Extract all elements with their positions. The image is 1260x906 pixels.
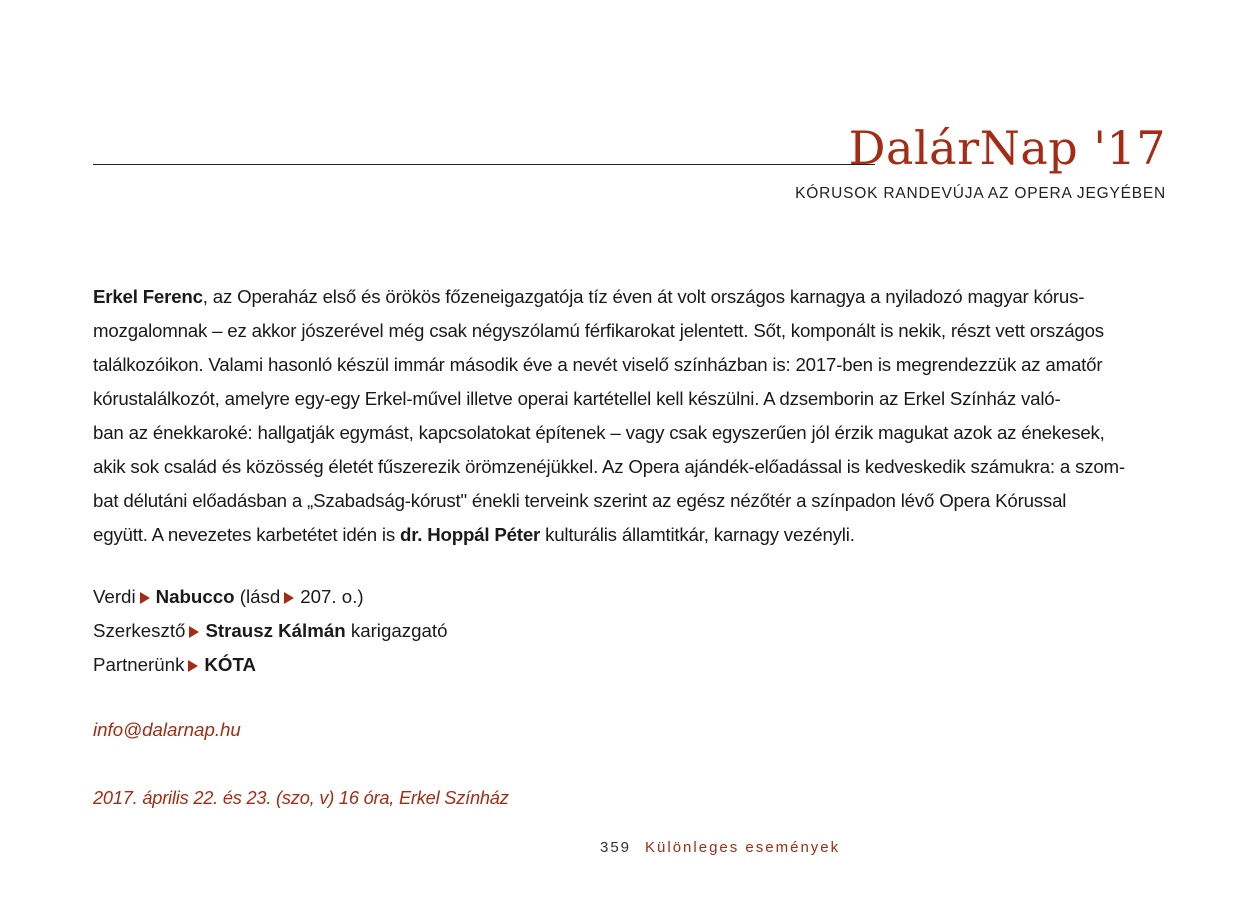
body-emphasis: dr. Hoppál Péter bbox=[399, 524, 541, 545]
email-link[interactable]: info@dalarnap.hu bbox=[93, 719, 241, 740]
body-text-run: akik sok család és közösség életét fűszerezik örömzenéjükkel. Az Opera ajándék-előadással is kedveskedik számukra: a szom- bbox=[93, 456, 1125, 477]
body-line bbox=[93, 314, 1173, 348]
section-name: Különleges események bbox=[645, 839, 841, 856]
body-text-run: , az Operaház első és örökös főzeneigazgatója tíz éven át volt országos karnagya a nyiladozó magyar kórus- bbox=[202, 286, 1085, 307]
credit-line-editor bbox=[93, 614, 447, 648]
body-line bbox=[93, 348, 1173, 382]
body-line bbox=[93, 382, 1173, 416]
credit-role: Verdi bbox=[93, 586, 136, 607]
body-text-run: együtt. A nevezetes karbetétet idén is bbox=[93, 524, 400, 545]
body-line bbox=[93, 484, 1173, 518]
body-text-run: kórustalálkozót, amelyre egy-egy Erkel-művel illetve operai kartétellel kell készülni. A dzsemborin az Erkel Színház való- bbox=[93, 388, 1061, 409]
page-number: 359 bbox=[600, 839, 632, 856]
body-text-run: bat délutáni előadásban a „Szabadság-kórust" énekli terveink szerint az egész nézőtér a színpadon lévő Opera Kórussal bbox=[93, 490, 1067, 511]
body-emphasis: Erkel Ferenc bbox=[93, 286, 203, 307]
page-subtitle: KÓRUSOK RANDEVÚJA AZ OPERA JEGYÉBEN bbox=[795, 185, 1166, 202]
credit-value: Nabucco bbox=[155, 586, 235, 607]
credit-reference-prefix: (lásd bbox=[239, 586, 281, 607]
credit-role: Partnerünk bbox=[93, 654, 185, 675]
page-title: DalárNap '17 bbox=[848, 121, 1166, 175]
body-text-run: ban az énekkaroké: hallgatják egymást, kapcsolatokat építenek – vagy csak egyszerűen jól érzik magukat azok az énekesek, bbox=[93, 422, 1105, 443]
body-paragraph bbox=[93, 280, 1173, 552]
body-text-run: találkozóikon. Valami hasonló készül immár második éve a nevét viselő színházban is: 2017-ben is megrendezzük az amatőr bbox=[93, 354, 1103, 375]
body-line bbox=[93, 416, 1173, 450]
header-rule bbox=[93, 164, 875, 165]
body-line bbox=[93, 450, 1173, 484]
body-text-run: mozgalomnak – ez akkor jószerével még csak négyszólamú férfikarokat jelentett. Sőt, komponált is nekik, részt vett országos bbox=[93, 320, 1104, 341]
credit-value: KÓTA bbox=[204, 654, 256, 675]
credit-value: Strausz Kálmán bbox=[205, 620, 346, 641]
triangle-right-icon bbox=[284, 592, 294, 604]
event-date-place: 2017. április 22. és 23. (szo, v) 16 óra, Erkel Színház bbox=[93, 788, 509, 808]
credit-suffix: karigazgató bbox=[350, 620, 448, 641]
triangle-right-icon bbox=[189, 626, 199, 638]
credit-role: Szerkesztő bbox=[93, 620, 186, 641]
credit-line-partner bbox=[93, 648, 447, 682]
credit-reference-page: 207. o.) bbox=[300, 586, 364, 607]
body-text-run: kulturális államtitkár, karnagy vezényli. bbox=[540, 524, 855, 545]
page-footer bbox=[600, 836, 840, 860]
credits-block bbox=[93, 580, 447, 682]
body-line bbox=[93, 518, 1173, 552]
triangle-right-icon bbox=[140, 592, 150, 604]
body-line bbox=[93, 280, 1173, 314]
credit-line-composer bbox=[93, 580, 447, 614]
triangle-right-icon bbox=[188, 660, 198, 672]
